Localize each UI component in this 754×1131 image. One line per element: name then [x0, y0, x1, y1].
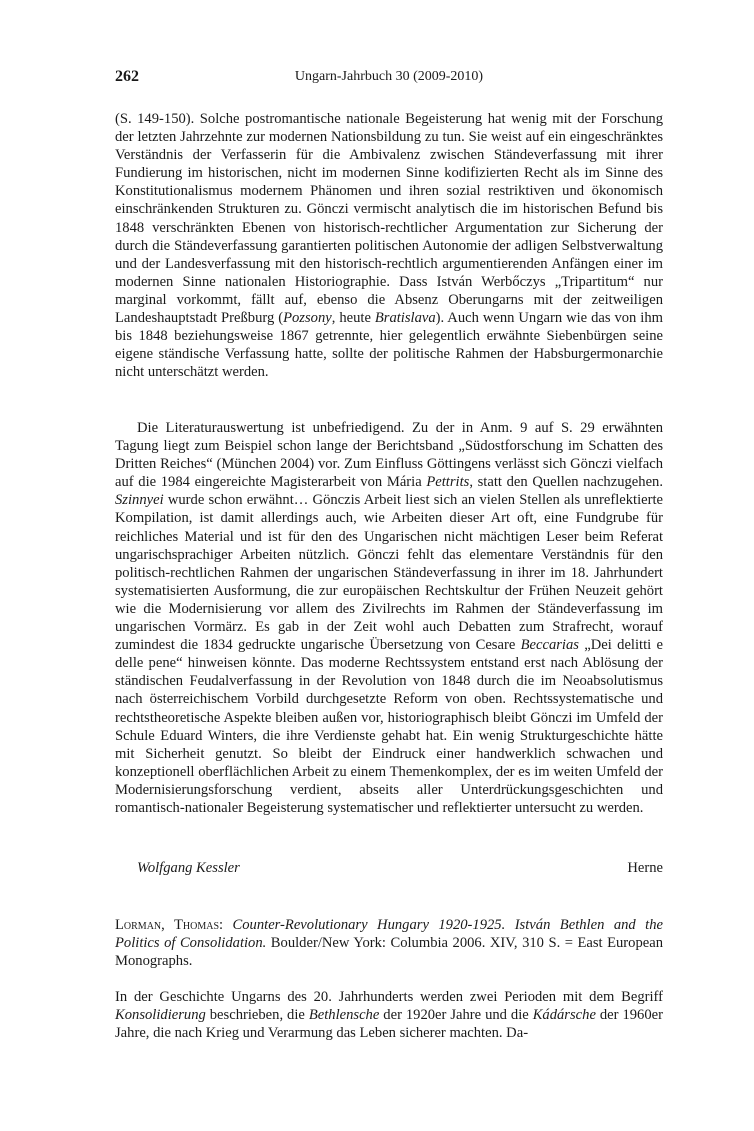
paragraph-text: , statt den Quellen nachzugehen. [469, 474, 663, 491]
place-name-bratislava: Bratislava [374, 310, 436, 327]
reviewer-name: Wolfgang Kessler [137, 860, 240, 876]
person-name-szinnyei: Szinnyei [115, 492, 164, 509]
paragraph-text: beschrieben, die [205, 1007, 309, 1024]
reviewer-place: Herne [627, 860, 663, 876]
reviewer-signature [137, 860, 663, 880]
review-2-paragraph-1 [115, 988, 663, 1042]
review-paragraph-1 [115, 110, 663, 381]
book-title: Counter-Revolutionary Hungary 1920-1925. István Bethlen and the Politics of Consolidation. [115, 917, 663, 952]
review-paragraph-2 [115, 419, 663, 817]
paragraph-text: „Dei delitti e delle pene“ hinweisen könnte. Das moderne Rechtssystem entstand erst nach Ablösung der ständischen Feudalverfassung in der Revolution von 1848 durch die im Neoabsolutismus nach österreichischem Vorbild durchgesetzte Reform von oben. Rechtssystematische und rechtstheoretische Aspekte bleiben außen vor, historiographisch bleibt Gönczi im Umfeld der Schule Eduard Winters, die ihre Verdienste gehabt hat. Ein wenig Strukturgeschichte hätte mit Sicherheit genutzt. So bleibt der Eindruck einer handwerklich schwachen und konzeptionell oberflächlichen Arbeit zu einem Themenkomplex, der es im weiten Umfeld der Modernisierungsforschung verdient, abseits aller Unterdrückungsgeschichten und romantisch-nationaler Begeisterung systematischer und reflektierter untersucht zu werden. [115, 637, 663, 816]
term-konsolidierung: Konsolidierung [115, 1007, 206, 1024]
person-name-beccarias: Beccarias [520, 637, 579, 654]
book-publication: Boulder/New York: Columbia 2006. XIV, 310 S. = East European Monographs. [115, 935, 663, 970]
paragraph-text: , heute [331, 310, 375, 327]
place-name-pozsony: Pozsony [283, 310, 332, 327]
term-bethlensche: Bethlensche [308, 1007, 380, 1024]
page-header [115, 68, 663, 90]
paragraph-text: wurde schon erwähnt… Gönczis Arbeit liest sich an vielen Stellen als unreflektierte Kompilation, ist damit allerdings auch, wie Arbeiten dieser Art oft, eine Fundgrube für reichliches Material und ist für den des Ungarischen nicht mächtigen Leser beim Referat ungarischsprachiger Arbeiten nützlich. Gönczi fehlt das elementare Verständnis für den politisch-rechtlichen Rahmen der ungarischen Ständeverfassung in ihrer im 18. Jahrhundert systematisierten Ausformung, die zur europäischen Rechtskultur der Frühen Neuzeit gehört wie die Modernisierung vor allem des Zivilrechts im Rahmen der Ständeverfassung im ungarischen Vormärz. Es gab in der Zeit wohl auch Debatten zum Strafrecht, worauf zumindest die 1834 gedruckte ungarische Übersetzung von Cesare [115, 492, 663, 654]
paragraph-text: ). Auch wenn Ungarn wie das von ihm bis 1848 beziehungsweise 1867 getrennte, hier gelegentlich erwähnte Siebenbürgen seine eigene ständische Verfassung hatte, sollte der politische Rahmen der Habsburgermonarchie nicht unterschätzt werden. [115, 310, 663, 381]
person-name-pettrits: Pettrits [426, 474, 470, 491]
term-kadarsche: Kádársche [532, 1007, 596, 1024]
paragraph-text: In der Geschichte Ungarns des 20. Jahrhunderts werden zwei Perioden mit dem Begriff [115, 989, 663, 1005]
book-author: Lorman, Thomas [115, 917, 220, 933]
review-bibliographic-heading: Lorman, Thomas: Counter-Revolutionary Hungary 1920-1925. István Bethlen and the Politics of Consolidation. Boulder/New York: Columbia 2006. XIV, 310 S. = East European Monographs. [115, 917, 663, 970]
paragraph-text: der 1920er Jahre und die [379, 1007, 533, 1024]
running-title: Ungarn-Jahrbuch 30 (2009-2010) [294, 69, 484, 84]
paragraph-text: (S. 149-150). Solche postromantische nationale Begeisterung hat wenig mit der Forschung der letzten Jahrzehnte zur modernen Nationsbildung zu tun. Sie weist auf ein eingeschränktes Verständnis der Verfasserin für die Ambivalenz zwischen Ständeverfassung mit ihrer Fundierung im historischen, nicht im modernen Sinne kodifizierten Recht als im Sinne des Konstitutionalismus modernem Phänomen und ihren sozial restriktiven und ökonomisch einschränkenden Strukturen zu. Gönczi vermischt analytisch die im historischen Befund bis 1848 verschränkten Ebenen von historisch-rechtlicher Argumentation zur Sicherung der durch die Ständeverfassung garantierten politischen Autonomie der adligen Selbstverwaltung und der Landesverfassung mit den historisch-rechtlich argumentierenden Anfängen einer im modernen Sinne nationalen Historiographie. Dass István Werbőczys „Tripartitum“ nur marginal vorkommt, fällt auf, ebenso die Absenz Oberungarns mit der zeitweiligen Landeshauptstadt Preßburg ( [115, 111, 663, 327]
paragraph-text: Die Literaturauswertung ist unbefriedigend. Zu der in Anm. 9 auf S. 29 erwähnten Tagung liegt zum Beispiel schon lange der Berichtsband „Südostforschung im Schatten des Dritten Reiches“ (München 2004) vor. Zum Einfluss Göttingens verlässt sich Gönczi vielfach auf die 1984 eingereichte Magisterarbeit von Mária [115, 420, 663, 491]
page-number: 262 [115, 68, 139, 85]
paragraph-text: der 1960er Jahre, die nach Krieg und Verarmung das Leben sicherer machten. Da- [115, 1007, 663, 1042]
